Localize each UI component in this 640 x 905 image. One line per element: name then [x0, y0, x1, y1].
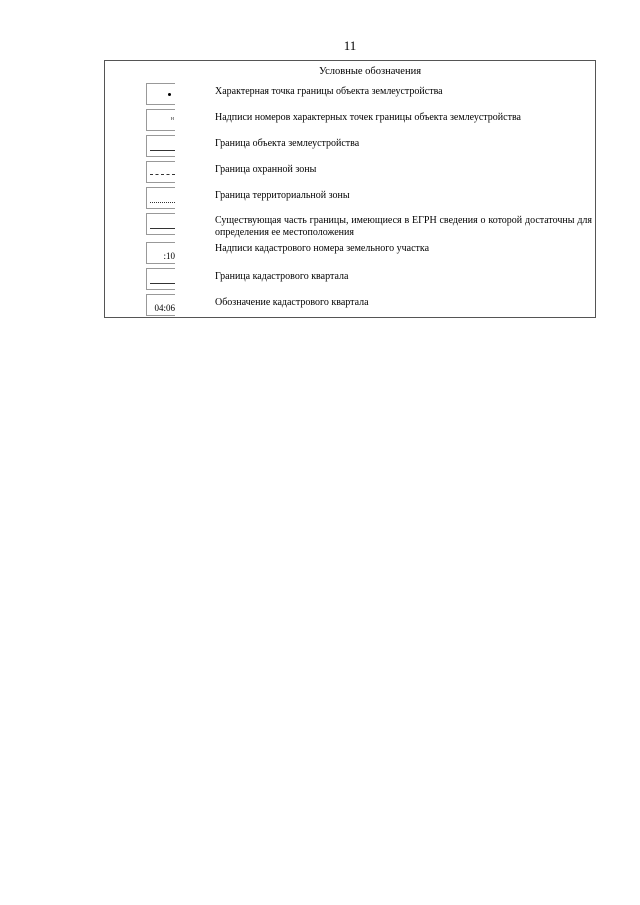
dotted-line-icon [146, 187, 175, 209]
legend-table [104, 60, 596, 318]
legend-item-text: Надписи кадастрового номера земельного участка [215, 243, 430, 254]
legend-item-text: Граница территориальной зоны [215, 190, 350, 201]
cadastral-number-icon [146, 242, 175, 264]
legend-item-text: Граница объекта землеустройства [215, 138, 360, 149]
cadastral-block-icon [146, 294, 175, 316]
solid-line-icon [146, 213, 175, 235]
dashed-line-icon [146, 161, 175, 183]
point-number-icon [146, 109, 175, 131]
legend-item-text: Существующая часть границы, имеющиеся в ЕГРН сведения о которой достаточны для определения ее местоположения [215, 215, 592, 238]
legend-title: Условные обозначения [318, 66, 422, 77]
legend-item-text: Обозначение кадастрового квартала [215, 297, 369, 308]
solid-line-icon [146, 268, 175, 290]
legend-item-text: Граница кадастрового квартала [215, 271, 349, 282]
point-number-symbol-text: н [170, 116, 174, 122]
legend-item-text: Надписи номеров характерных точек границы объекта землеустройства [215, 112, 521, 123]
cadastral-number-symbol-text: :10 [163, 251, 175, 261]
page-number: 11 [343, 38, 357, 53]
solid-line-icon [146, 135, 175, 157]
legend-item-text: Характерная точка границы объекта землеустройства [215, 86, 443, 97]
cadastral-block-symbol-text: 04:06 [154, 303, 175, 313]
point-icon [146, 83, 175, 105]
legend-item-text: Граница охранной зоны [215, 164, 317, 175]
